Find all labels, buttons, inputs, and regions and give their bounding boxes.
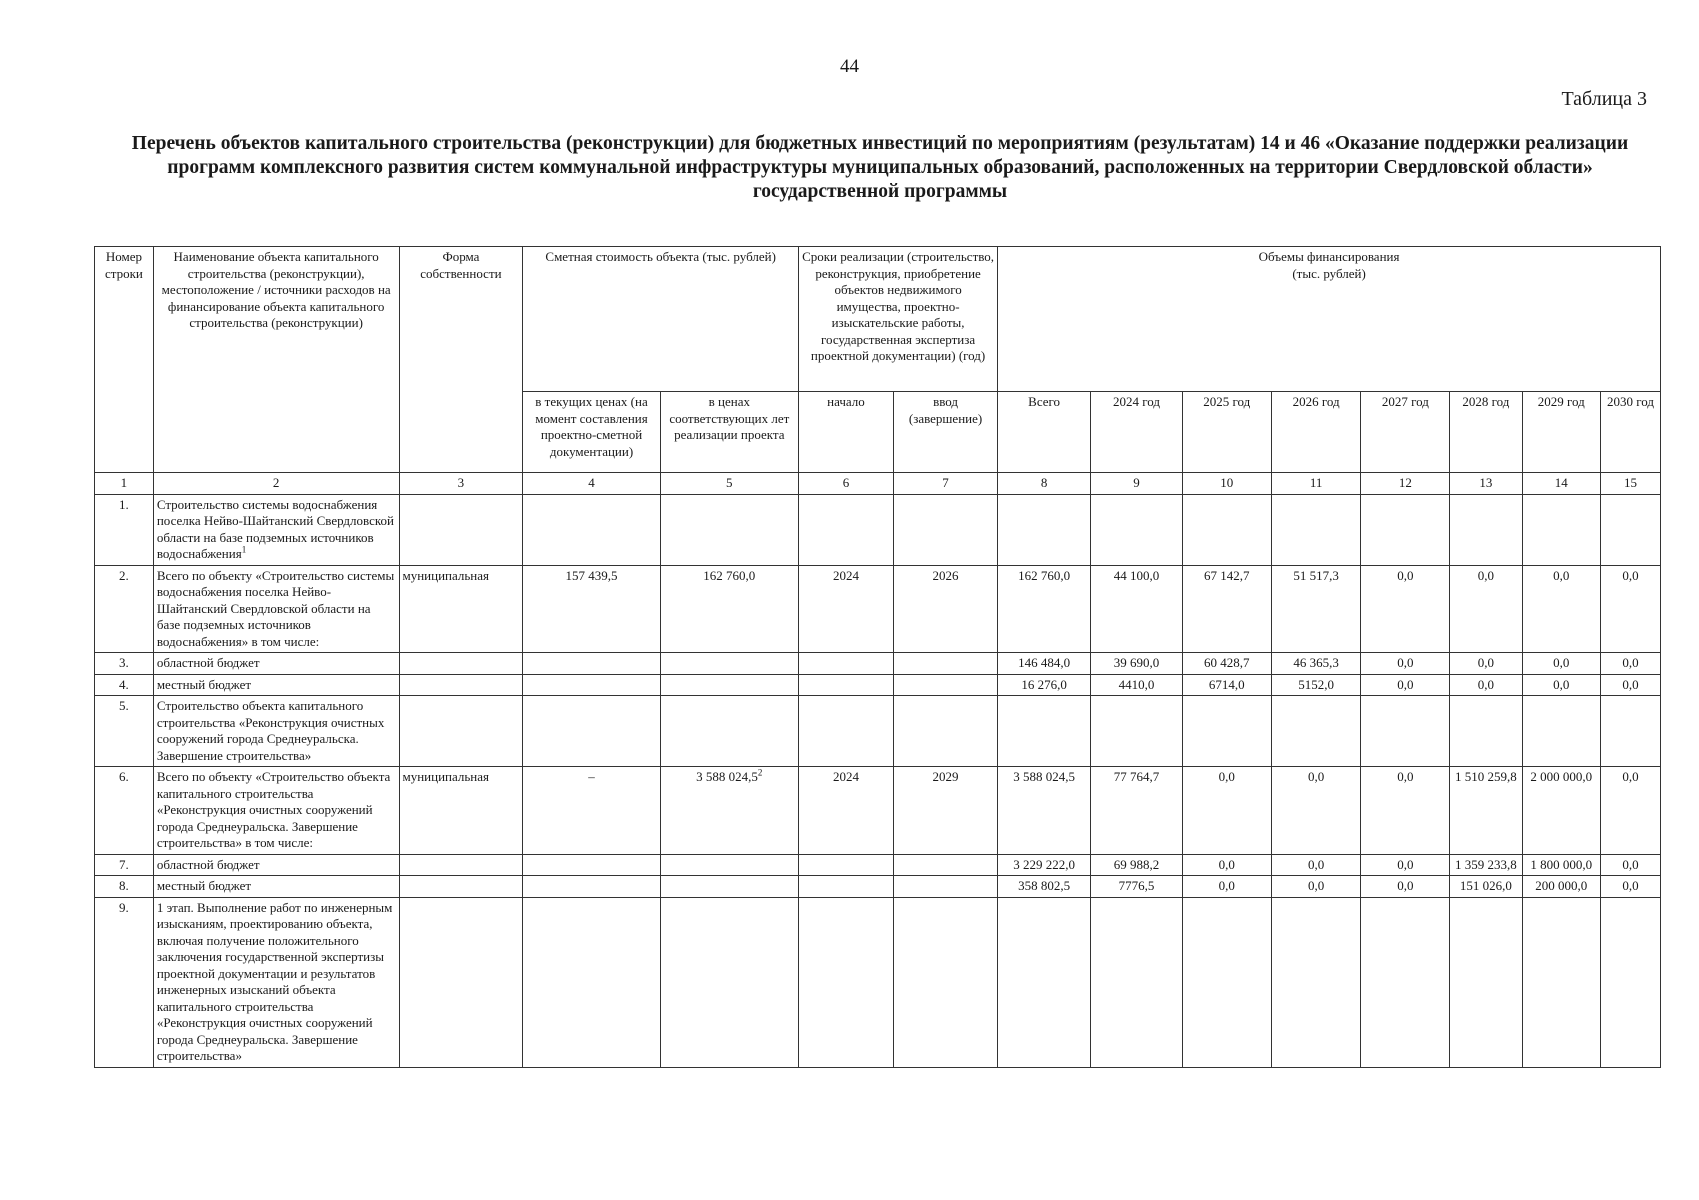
finance-total-text: 16 276,0	[1021, 676, 1067, 692]
finance-total	[998, 767, 1091, 855]
start-year	[798, 876, 893, 898]
table-row	[95, 674, 1661, 696]
footnote-marker: 1	[241, 544, 247, 555]
start-year	[798, 494, 893, 565]
cost-project-prices	[660, 767, 798, 855]
finance-2026	[1271, 767, 1361, 855]
ownership-form	[399, 565, 523, 653]
finance-2029	[1522, 565, 1600, 653]
end-year	[893, 565, 997, 653]
row-number-text: 3.	[119, 655, 129, 670]
financing-title: Объемы финансирования	[1258, 249, 1400, 264]
header-terms: Сроки реализации (строительство, реконструкция, приобретение объектов недвижимого имущества, проектно-изыскательские работы, государственная экспертиза проектной документации) (год)	[798, 247, 997, 392]
end-year-text: 2026	[932, 567, 959, 583]
finance-2027	[1361, 897, 1450, 1067]
start-year	[798, 854, 893, 876]
finance-2030	[1600, 897, 1660, 1067]
object-name	[153, 565, 399, 653]
finance-2024-text: 69 988,2	[1113, 856, 1160, 872]
column-number: 5	[660, 473, 798, 495]
end-year-text: 2029	[932, 769, 959, 784]
finance-2028-text: 1 359 233,8	[1455, 856, 1517, 872]
finance-2027-text: 0,0	[1397, 676, 1414, 692]
cost-project-prices	[660, 897, 798, 1067]
table-body	[95, 494, 1661, 1067]
cost-current-prices-text: –	[588, 769, 595, 784]
table-row	[95, 767, 1661, 855]
finance-2026	[1271, 674, 1361, 696]
cost-project-prices	[660, 494, 798, 565]
end-year	[893, 674, 997, 696]
finance-2029-text: 200 000,0	[1535, 878, 1588, 893]
ownership-form	[399, 494, 523, 565]
row-number-text: 9.	[119, 899, 129, 915]
ownership-form	[399, 854, 523, 876]
cost-project-prices	[660, 876, 798, 898]
end-year	[893, 767, 997, 855]
finance-2026-text: 51 517,3	[1293, 567, 1339, 583]
end-year	[893, 897, 997, 1067]
table-row	[95, 653, 1661, 675]
cost-current-prices	[523, 674, 660, 696]
start-year	[798, 565, 893, 653]
header-estimated-cost: Сметная стоимость объекта (тыс. рублей)	[523, 247, 799, 392]
finance-total-text: 358 802,5	[1018, 878, 1071, 893]
finance-2024-text: 77 764,7	[1113, 769, 1160, 784]
table-row	[95, 494, 1661, 565]
finance-2030	[1600, 696, 1660, 767]
finance-2030	[1600, 767, 1660, 855]
finance-2027-text: 0,0	[1397, 856, 1414, 872]
finance-2025-text: 0,0	[1218, 856, 1235, 872]
column-number: 14	[1522, 473, 1600, 495]
finance-2029	[1522, 876, 1600, 898]
column-number: 13	[1450, 473, 1522, 495]
finance-2027-text: 0,0	[1397, 769, 1414, 784]
finance-2025	[1182, 767, 1271, 855]
finance-2024-text: 39 690,0	[1113, 655, 1160, 670]
row-number	[95, 854, 154, 876]
ownership-form	[399, 674, 523, 696]
finance-2029	[1522, 674, 1600, 696]
cost-project-prices	[660, 565, 798, 653]
page-number: 44	[840, 56, 859, 77]
finance-2029-text: 0,0	[1553, 655, 1570, 670]
ownership-form-text: муниципальная	[402, 567, 490, 583]
header-2025: 2025 год	[1182, 392, 1271, 473]
header-ownership: Форма собственности	[399, 247, 523, 473]
finance-total-text: 146 484,0	[1018, 655, 1071, 670]
finance-2025-text: 0,0	[1218, 769, 1235, 784]
row-number-text: 4.	[119, 676, 129, 692]
header-start: начало	[798, 392, 893, 473]
finance-2028	[1450, 696, 1522, 767]
finance-2030	[1600, 494, 1660, 565]
finance-2027	[1361, 674, 1450, 696]
column-number: 6	[798, 473, 893, 495]
row-number-text: 2.	[119, 567, 129, 583]
finance-2027	[1361, 696, 1450, 767]
finance-total-text: 162 760,0	[1018, 567, 1071, 583]
table-row	[95, 565, 1661, 653]
cost-project-prices	[660, 854, 798, 876]
finance-2024	[1091, 876, 1183, 898]
finance-2027	[1361, 494, 1450, 565]
object-name	[153, 767, 399, 855]
finance-2028-text: 0,0	[1477, 655, 1494, 670]
ownership-form	[399, 696, 523, 767]
title-line: государственной программы	[752, 181, 1008, 202]
header-cost-years: в ценах соответствующих лет реализации проекта	[660, 392, 798, 473]
cost-project-prices	[660, 674, 798, 696]
finance-2030-text: 0,0	[1622, 655, 1639, 670]
cost-project-prices-text: 162 760,0	[703, 567, 756, 583]
finance-2026-text: 5152,0	[1298, 676, 1334, 692]
header-total: Всего	[998, 392, 1091, 473]
cost-current-prices	[523, 897, 660, 1067]
row-number-text: 6.	[119, 769, 129, 784]
finance-2027	[1361, 767, 1450, 855]
column-number: 3	[399, 473, 523, 495]
finance-2026	[1271, 494, 1361, 565]
row-number-text: 7.	[119, 856, 129, 872]
finance-2027-text: 0,0	[1397, 655, 1414, 670]
finance-2029	[1522, 897, 1600, 1067]
header-2030: 2030 год	[1600, 392, 1660, 473]
finance-2025	[1182, 494, 1271, 565]
finance-2025	[1182, 696, 1271, 767]
finance-2025	[1182, 854, 1271, 876]
finance-2027-text: 0,0	[1397, 567, 1414, 583]
object-name-text: местный бюджет	[156, 878, 252, 893]
finance-total	[998, 494, 1091, 565]
finance-2028-text: 0,0	[1477, 676, 1494, 692]
finance-2029	[1522, 696, 1600, 767]
finance-table	[94, 246, 1661, 1068]
start-year	[798, 653, 893, 675]
finance-2026	[1271, 565, 1361, 653]
object-name	[153, 674, 399, 696]
object-name	[153, 494, 399, 565]
finance-2025	[1182, 674, 1271, 696]
end-year	[893, 653, 997, 675]
start-year-text: 2024	[832, 567, 859, 583]
header-row-number: Номер строки	[95, 247, 154, 473]
object-name-text: Всего по объекту «Строительство объекта капитального строительства «Реконструкция очистных сооружений города Среднеуральска. Завершение строительства» в том числе:	[156, 769, 391, 850]
start-year	[798, 696, 893, 767]
header-2027: 2027 год	[1361, 392, 1450, 473]
column-number: 12	[1361, 473, 1450, 495]
cost-current-prices	[523, 696, 660, 767]
finance-total	[998, 897, 1091, 1067]
column-number: 2	[153, 473, 399, 495]
column-number: 11	[1271, 473, 1361, 495]
finance-2030	[1600, 674, 1660, 696]
end-year	[893, 494, 997, 565]
finance-2025	[1182, 653, 1271, 675]
finance-2024	[1091, 653, 1183, 675]
finance-2026	[1271, 696, 1361, 767]
finance-2029	[1522, 854, 1600, 876]
column-number: 9	[1091, 473, 1183, 495]
finance-2030	[1600, 876, 1660, 898]
column-number: 15	[1600, 473, 1660, 495]
column-number: 7	[893, 473, 997, 495]
finance-2025	[1182, 876, 1271, 898]
finance-2028	[1450, 876, 1522, 898]
finance-2030	[1600, 565, 1660, 653]
end-year	[893, 854, 997, 876]
object-name	[153, 854, 399, 876]
finance-2024-text: 44 100,0	[1113, 567, 1160, 583]
finance-2029	[1522, 494, 1600, 565]
cost-project-prices-text: 3 588 024,5	[696, 769, 758, 784]
ownership-form-text: муниципальная	[402, 769, 490, 784]
finance-2028	[1450, 565, 1522, 653]
table-row	[95, 876, 1661, 898]
object-name-text: Всего по объекту «Строительство системы водоснабжения поселка Нейво-Шайтанский Свердловской области на базе подземных источников водоснабжения» в том числе:	[156, 567, 395, 649]
finance-2029-text: 0,0	[1553, 676, 1570, 692]
finance-2027	[1361, 565, 1450, 653]
financing-unit: (тыс. рублей)	[1292, 265, 1366, 281]
cost-current-prices	[523, 565, 660, 653]
finance-2024	[1091, 696, 1183, 767]
object-name-text: 1 этап. Выполнение работ по инженерным изысканиям, проектированию объекта, включая получение положительного заключения государственной экспертизы проектной документации и результатов инженерных изысканий объекта капитального строительства «Реконструкция очистных сооружений города Среднеуральска. Завершение строительства»	[156, 899, 393, 1063]
table-row	[95, 696, 1661, 767]
cost-current-prices	[523, 854, 660, 876]
finance-total	[998, 674, 1091, 696]
cost-current-prices	[523, 767, 660, 855]
finance-2027-text: 0,0	[1397, 878, 1414, 893]
object-name	[153, 696, 399, 767]
row-number	[95, 653, 154, 675]
column-number: 4	[523, 473, 660, 495]
finance-total	[998, 696, 1091, 767]
object-name-text: Строительство объекта капитального строительства «Реконструкция очистных сооружений города Среднеуральска. Завершение строительства»	[156, 698, 385, 763]
cost-current-prices	[523, 494, 660, 565]
finance-2028	[1450, 897, 1522, 1067]
finance-2025-text: 67 142,7	[1204, 567, 1250, 583]
finance-2029	[1522, 767, 1600, 855]
finance-2028	[1450, 674, 1522, 696]
finance-2027	[1361, 876, 1450, 898]
row-number	[95, 876, 154, 898]
finance-2026	[1271, 653, 1361, 675]
finance-2027	[1361, 653, 1450, 675]
header-end: ввод (завершение)	[893, 392, 997, 473]
table-label: Таблица 3	[1561, 88, 1647, 110]
header-cost-current: в текущих ценах (на момент составления проектно-сметной документации)	[523, 392, 660, 473]
finance-2027	[1361, 854, 1450, 876]
finance-2028	[1450, 854, 1522, 876]
table-row	[95, 854, 1661, 876]
finance-2028-text: 1 510 259,8	[1455, 769, 1517, 784]
row-number-text: 5.	[119, 698, 129, 713]
finance-2028-text: 151 026,0	[1459, 878, 1512, 893]
column-number: 10	[1182, 473, 1271, 495]
row-number-text: 8.	[119, 878, 129, 893]
finance-2025	[1182, 565, 1271, 653]
cost-current-prices-text: 157 439,5	[565, 567, 618, 583]
finance-2026	[1271, 897, 1361, 1067]
finance-2028	[1450, 653, 1522, 675]
finance-2026-text: 0,0	[1307, 856, 1325, 872]
finance-total-text: 3 588 024,5	[1013, 769, 1075, 784]
finance-total	[998, 876, 1091, 898]
finance-2025-text: 60 428,7	[1204, 655, 1250, 670]
finance-2024	[1091, 767, 1183, 855]
row-number	[95, 897, 154, 1067]
finance-2025-text: 6714,0	[1208, 676, 1245, 692]
table-row	[95, 897, 1661, 1067]
header-2024: 2024 год	[1091, 392, 1183, 473]
finance-2029-text: 0,0	[1553, 567, 1570, 583]
finance-2026	[1271, 854, 1361, 876]
finance-2026	[1271, 876, 1361, 898]
start-year	[798, 897, 893, 1067]
object-name-text: областной бюджет	[156, 655, 260, 670]
finance-2030-text: 0,0	[1622, 676, 1639, 692]
column-number-row	[95, 473, 1661, 495]
finance-total	[998, 854, 1091, 876]
finance-2030	[1600, 653, 1660, 675]
header-financing	[998, 247, 1661, 392]
finance-2026-text: 0,0	[1307, 878, 1325, 893]
column-number: 8	[998, 473, 1091, 495]
cost-project-prices	[660, 696, 798, 767]
finance-total	[998, 565, 1091, 653]
finance-2024-text: 7776,5	[1118, 878, 1155, 893]
object-name	[153, 897, 399, 1067]
row-number	[95, 674, 154, 696]
finance-2028	[1450, 767, 1522, 855]
start-year	[798, 674, 893, 696]
row-number	[95, 565, 154, 653]
footnote-marker: 2	[757, 767, 763, 778]
object-name-text: Строительство системы водоснабжения поселка Нейво-Шайтанский Свердловской области на базе подземных источников водоснабжения	[156, 496, 394, 561]
finance-total-text: 3 229 222,0	[1013, 856, 1075, 872]
end-year	[893, 696, 997, 767]
finance-2029-text: 1 800 000,0	[1530, 856, 1593, 872]
finance-2026-text: 0,0	[1307, 769, 1325, 784]
title-line: программ комплексного развития систем коммунальной инфраструктуры муниципальных образований, расположенных на территории Свердловской области»	[167, 157, 1593, 178]
object-name	[153, 653, 399, 675]
row-number-text: 1.	[119, 496, 129, 512]
finance-total	[998, 653, 1091, 675]
document-title	[100, 132, 1660, 204]
finance-2026-text: 46 365,3	[1293, 655, 1339, 670]
finance-2030-text: 0,0	[1622, 567, 1639, 583]
finance-2025	[1182, 897, 1271, 1067]
finance-2028-text: 0,0	[1477, 567, 1494, 583]
title-line: Перечень объектов капитального строительства (реконструкции) для бюджетных инвестиций по мероприятиям (результатам) 14 и 46 «Оказание поддержки реализации	[131, 133, 1629, 154]
header-2028: 2028 год	[1450, 392, 1522, 473]
cost-current-prices	[523, 876, 660, 898]
header-object-name: Наименование объекта капитального строительства (реконструкции), местоположение / источники расходов на финансирование объекта капитального строительства (реконструкции)	[153, 247, 399, 473]
ownership-form	[399, 897, 523, 1067]
finance-2030-text: 0,0	[1622, 878, 1639, 893]
finance-2030-text: 0,0	[1622, 856, 1639, 872]
finance-2024	[1091, 897, 1183, 1067]
finance-2024	[1091, 854, 1183, 876]
ownership-form	[399, 876, 523, 898]
header-2029: 2029 год	[1522, 392, 1600, 473]
ownership-form	[399, 767, 523, 855]
finance-2028	[1450, 494, 1522, 565]
end-year	[893, 876, 997, 898]
cost-project-prices	[660, 653, 798, 675]
header-2026: 2026 год	[1271, 392, 1361, 473]
finance-2029	[1522, 653, 1600, 675]
finance-2024	[1091, 565, 1183, 653]
row-number	[95, 696, 154, 767]
object-name-text: областной бюджет	[156, 856, 260, 872]
header-row	[95, 247, 1661, 392]
object-name-text: местный бюджет	[156, 676, 252, 692]
start-year-text: 2024	[832, 769, 859, 784]
row-number	[95, 494, 154, 565]
cost-current-prices	[523, 653, 660, 675]
column-number: 1	[95, 473, 154, 495]
object-name	[153, 876, 399, 898]
finance-2025-text: 0,0	[1218, 878, 1235, 893]
finance-2024	[1091, 674, 1183, 696]
row-number	[95, 767, 154, 855]
finance-2029-text: 2 000 000,0	[1530, 769, 1593, 784]
finance-2030-text: 0,0	[1622, 769, 1639, 784]
start-year	[798, 767, 893, 855]
finance-2024	[1091, 494, 1183, 565]
finance-2024-text: 4410,0	[1118, 676, 1155, 692]
finance-2030	[1600, 854, 1660, 876]
ownership-form	[399, 653, 523, 675]
